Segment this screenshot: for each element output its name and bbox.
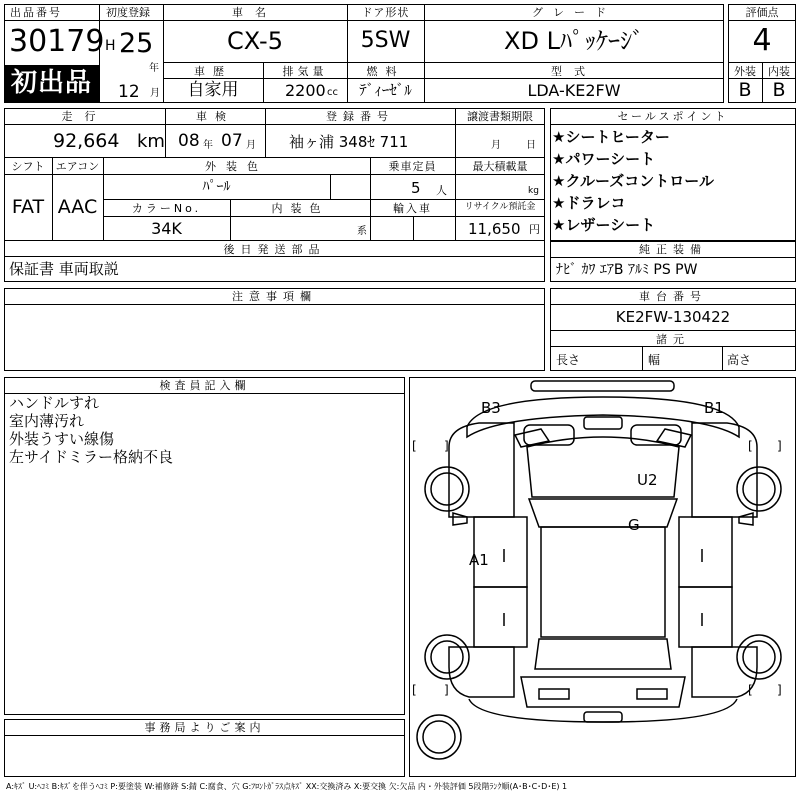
rear-garnish xyxy=(584,712,622,722)
chassis-number: KE2FW-130422 xyxy=(615,308,731,326)
right-front-door xyxy=(679,517,732,587)
displacement-unit: cc xyxy=(327,87,338,98)
first-registration-label: 初度登録 xyxy=(106,6,150,19)
mileage-unit: km xyxy=(137,131,165,152)
right-rear-door xyxy=(679,587,732,647)
inspection-year: 08 xyxy=(178,131,200,151)
genuine-equipment-label: 純正装備 xyxy=(639,243,707,256)
sales-point-item: ★パワーシート xyxy=(552,150,656,168)
inspection-month: 07 xyxy=(221,131,243,151)
car-name-label: 車名 xyxy=(232,6,278,19)
tailgate xyxy=(521,677,685,707)
inspector-label: 検査員記入欄 xyxy=(159,379,250,392)
capacity-unit: 人 xyxy=(436,184,447,197)
damage-mark-a1: A1 xyxy=(469,551,489,569)
left-rear-door xyxy=(474,587,527,647)
damage-mark-u2: U2 xyxy=(637,471,658,489)
damage-mark-b1: B1 xyxy=(704,399,724,417)
month-unit: 月 xyxy=(150,88,160,99)
recycle-fee: 11,650 xyxy=(468,220,521,238)
import-label: 輸入車 xyxy=(393,202,432,215)
capacity-label: 乗車定員 xyxy=(388,160,437,173)
max-load-unit: kg xyxy=(528,186,539,196)
registration-label: 登録番号 xyxy=(326,110,394,123)
fuel-label: 燃料 xyxy=(366,65,405,78)
inspection-month-unit: 月 xyxy=(246,140,256,151)
notes-label: 注意事項欄 xyxy=(232,290,317,303)
bracket-close: ] xyxy=(777,439,782,453)
registration-month: 12 xyxy=(118,82,140,102)
damage-mark-g: G xyxy=(628,516,640,534)
car-diagram xyxy=(409,377,796,777)
inspection-label: 車検 xyxy=(196,110,234,123)
inspector-note: ハンドルすれ xyxy=(9,394,100,412)
mileage: 92,664 xyxy=(53,130,120,152)
aircon: AAC xyxy=(57,196,98,218)
exterior-color-label: 外装色 xyxy=(205,160,268,173)
door-type-label: ドア形状 xyxy=(361,6,410,19)
rating: 4 xyxy=(752,23,772,58)
exterior-color: ﾊﾟｰﾙ xyxy=(202,179,231,195)
registration-number: 袖ヶ浦 348ｾ 711 xyxy=(289,133,409,151)
sales-point-item: ★ドラレコ xyxy=(552,194,626,212)
interior-color-label: 内装色 xyxy=(271,202,329,215)
inspector-note: 外装うすい線傷 xyxy=(9,430,115,448)
car-name: CX-5 xyxy=(227,27,283,55)
damage-mark-b3: B3 xyxy=(481,399,501,417)
shift-label: シフト xyxy=(11,160,45,173)
model-label: 型式 xyxy=(551,65,597,78)
sales-point-item: ★シートヒーター xyxy=(552,128,670,146)
legend: A:ｷｽﾞ U:ﾍｺﾐ B:ｷｽﾞを伴うﾍｺﾐ P:要塗装 W:補修跡 S:錆 C:腐食、穴 G:ﾌﾛﾝﾄｶﾞﾗｽ点ｷｽﾞ XX:交換済み X:要交換 欠:欠品 内・外装評価 5段階ﾗﾝｸ順(A･B･C･D･E) 1 xyxy=(6,782,568,791)
sales-points-label: セールスポイント xyxy=(617,110,729,123)
left-rear-fender xyxy=(449,647,514,697)
grade-label: グレード xyxy=(532,6,616,19)
height-label: 高さ xyxy=(727,353,752,367)
first-listing-text: 初出品 xyxy=(11,68,93,98)
exterior-grade-label: 外装 xyxy=(734,65,756,78)
roof-rack-bar xyxy=(531,381,674,391)
aircon-label: エアコン xyxy=(55,160,100,173)
mileage-label: 走行 xyxy=(61,110,108,123)
transfer-day-unit: 日 xyxy=(526,140,536,151)
inspection-year-unit: 年 xyxy=(203,140,213,151)
sales-point-item: ★レザーシート xyxy=(552,216,656,234)
bracket-open: [ xyxy=(748,683,753,697)
history: 自家用 xyxy=(187,80,239,100)
rear-window xyxy=(535,639,671,669)
office-label: 事務局よりご案内 xyxy=(144,721,265,734)
bracket-open: [ xyxy=(748,439,753,453)
recycle-unit: 円 xyxy=(529,223,540,236)
displacement-label: 排気量 xyxy=(282,65,328,78)
color-no-label: カラーNo. xyxy=(131,202,202,215)
fuel: ﾃﾞｨｰｾﾞﾙ xyxy=(359,81,412,99)
bracket-close: ] xyxy=(777,683,782,697)
model: LDA-KE2FW xyxy=(527,81,621,100)
capacity: 5 xyxy=(411,179,421,197)
rear-step-right xyxy=(637,689,667,699)
post-delivery-value: 保証書 車両取説 xyxy=(9,260,119,278)
inspector-note: 室内薄汚れ xyxy=(9,412,85,430)
bracket-open: [ xyxy=(412,683,417,697)
inspector-note: 左サイドミラー格納不良 xyxy=(9,448,173,466)
door-type: 5SW xyxy=(360,28,411,53)
registration-year: 25 xyxy=(119,28,154,59)
rear-bumper xyxy=(469,699,737,722)
interior-grade: B xyxy=(772,79,786,101)
genuine-equipment-value: ﾅﾋﾞ ｶﾜ ｴｱB ｱﾙﾐ PS PW xyxy=(556,262,698,278)
lot-number: 30179 xyxy=(9,24,105,59)
exterior-grade: B xyxy=(738,79,752,101)
displacement: 2200 xyxy=(285,81,326,100)
lot-number-label: 出品番号 xyxy=(10,6,62,19)
max-load-label: 最大積載量 xyxy=(472,160,528,173)
bracket-close: ] xyxy=(444,439,449,453)
roof xyxy=(541,527,665,637)
rating-label: 評価点 xyxy=(745,6,779,19)
era-letter: H xyxy=(105,38,116,54)
shift: FAT xyxy=(11,196,45,218)
recycle-label: リサイクル預託金 xyxy=(464,202,536,212)
color-no: 34K xyxy=(151,219,182,238)
bracket-open: [ xyxy=(412,439,417,453)
sales-point-item: ★クルーズコントロール xyxy=(552,172,714,190)
windshield xyxy=(529,499,677,527)
chassis-label: 車台番号 xyxy=(639,290,707,303)
interior-color-unit: 系 xyxy=(357,226,367,237)
width-label: 幅 xyxy=(648,353,661,367)
rear-step-left xyxy=(539,689,569,699)
dimensions-label: 諸元 xyxy=(656,333,690,346)
transfer-deadline-label: 譲渡書類期限 xyxy=(467,110,533,123)
history-label: 車歴 xyxy=(194,65,232,78)
bracket-close: ] xyxy=(444,683,449,697)
interior-grade-label: 内装 xyxy=(768,65,790,78)
length-label: 長さ xyxy=(556,353,581,367)
grille-center xyxy=(584,417,622,429)
post-delivery-label: 後日発送部品 xyxy=(223,243,326,256)
left-mirror xyxy=(453,513,467,525)
grade: XD Lﾊﾟｯｹｰｼﾞ xyxy=(504,27,644,55)
year-unit: 年 xyxy=(149,63,159,74)
transfer-month-unit: 月 xyxy=(491,140,501,151)
right-mirror xyxy=(739,513,753,525)
